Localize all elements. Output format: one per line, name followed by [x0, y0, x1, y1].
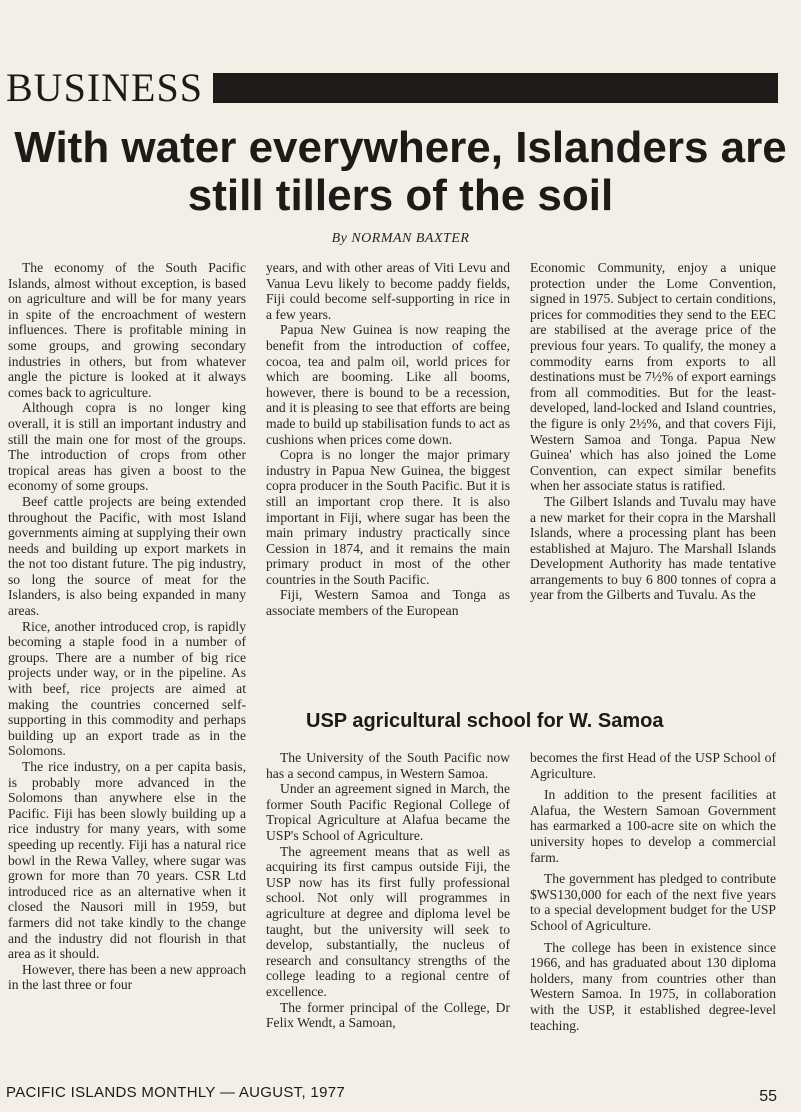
paragraph: The economy of the South Pacific Islands, almost without exception, is based on agriculture and will be for many years in spite of the encroachment of western influences. There is profitable mining in some groups, and growing secondary industries in others, but from whatever angle the picture is looked at it always comes back to agriculture.	[8, 260, 246, 400]
section-bar	[213, 73, 778, 103]
paragraph: Although copra is no longer king overall, it is still an important industry and still the main one for most of the groups. The introduction of crops from other tropical areas has given a boost to the economy of some groups.	[8, 400, 246, 494]
paragraph: The rice industry, on a per capita basis, is probably more advanced in the Solomons than anywhere else in the Pacific. Fiji has been slowly building up a rice industry for many years, with some speeding up recently. Fiji has a natural rice bowl in the Rewa Valley, where sugar was grown for more than 70 years. CSR Ltd introduced rice as an alternative when it closed the Nausori mill in 1959, but farmers did not take kindly to the change and the industry did not flourish in that area as it should.	[8, 759, 246, 962]
paragraph: Rice, another introduced crop, is rapidly becoming a staple food in a number of groups. There are a number of big rice projects under way, or in the pipeline. As with beef, rice projects are aimed at making the countries concerned self-supporting in this commodity and perhaps building up an export trade as in the Solomons.	[8, 618, 246, 759]
page-number: 55	[759, 1088, 777, 1105]
paragraph: Under an agreement signed in March, the former South Pacific Regional College of Tropical Agriculture at Alafua became the USP's School of Agriculture.	[266, 781, 510, 843]
sidebar-column-2	[530, 750, 776, 1033]
paragraph: Fiji, Western Samoa and Tonga as associate members of the European	[266, 587, 510, 619]
article-column-1	[8, 260, 246, 993]
paragraph: years, and with other areas of Viti Levu and Vanua Levu likely to become paddy fields, Fiji could become self-supporting in rice in a few years.	[266, 260, 510, 322]
paragraph: However, there has been a new approach in the last three or four	[8, 961, 246, 993]
paragraph: Papua New Guinea is now reaping the benefit from the introduction of coffee, cocoa, tea and palm oil, world prices for which are booming. Like all booms, however, there is bound to be a recession, and it is pleasing to see that efforts are being made to build up stabilisation funds to act as cushions when prices come down.	[266, 322, 510, 447]
publication-footer: PACIFIC ISLANDS MONTHLY — AUGUST, 1977	[6, 1084, 345, 1101]
paragraph: The government has pledged to contribute $WS130,000 for each of the next five years to a special development budget for the USP School of Agriculture.	[530, 871, 776, 933]
section-label: BUSINESS	[6, 65, 203, 110]
sidebar-column-1	[266, 750, 510, 1031]
paragraph: The agreement means that as well as acquiring its first campus outside Fiji, the USP now has its first fully professional school. Not only will programmes in agriculture at degree and diploma level be taught, but the university will seek to develop, substantially, the nucleus of research and consultancy strengths of the college leading to a regional centre of excellence.	[266, 843, 510, 999]
paragraph: Copra is no longer the major primary industry in Papua New Guinea, the biggest copra producer in the South Pacific. But it is still an important crop there. It is also important in Fiji, where sugar has been the main primary industry practically since Cession in 1874, and it remains the main primary product in most of the other countries in the South Pacific.	[266, 447, 510, 587]
paragraph: The Gilbert Islands and Tuvalu may have a new market for their copra in the Marshall Islands, where a processing plant has been established at Majuro. The Marshall Islands Development Authority has made tentative arrangements to buy 6 800 tonnes of copra a year from the Gilberts and Tuvalu. As the	[530, 493, 776, 603]
paragraph: becomes the first Head of the USP School of Agriculture.	[530, 750, 776, 781]
article-column-2	[266, 260, 510, 619]
article-column-3	[530, 260, 776, 603]
section-header	[6, 66, 778, 110]
paragraph: The college has been in existence since 1966, and has graduated about 130 diploma holders, many from countries other than Western Samoa. In 1975, in collaboration with the USP, it established degree-level teaching.	[530, 939, 776, 1033]
paragraph: In addition to the present facilities at Alafua, the Western Samoan Government has earmarked a 100-acre site on which the university hopes to develop a commercial farm.	[530, 787, 776, 865]
headline: With water everywhere, Islanders are still tillers of the soil	[14, 123, 787, 220]
paragraph: Beef cattle projects are being extended throughout the Pacific, with most Island governments aiming at supplying their own needs and building up export markets in the not too distant future. The pig industry, so long the source of meat for the Islanders, is also being expanded in many areas.	[8, 493, 246, 619]
paragraph: The University of the South Pacific now has a second campus, in Western Samoa.	[266, 750, 510, 781]
sidebar-headline: USP agricultural school for W. Samoa	[306, 710, 664, 732]
paragraph: The former principal of the College, Dr Felix Wendt, a Samoan,	[266, 999, 510, 1031]
byline: By NORMAN BAXTER	[331, 231, 470, 246]
paragraph: Economic Community, enjoy a unique protection under the Lome Convention, signed in 1975. Subject to certain conditions, prices for commodities they send to the EEC are stabilised at the average price of the previous four years. To qualify, the money a commodity earns from exports to all destinations must be 7½% of export earnings from all commodities. But for the least-developed, land-locked and Island countries, the figure is only 2½%, and that covers Fiji, Western Samoa and Tonga. Papua New Guinea' which has also joined the Lome Convention, can expect similar benefits when her associate status is ratified.	[530, 260, 776, 494]
